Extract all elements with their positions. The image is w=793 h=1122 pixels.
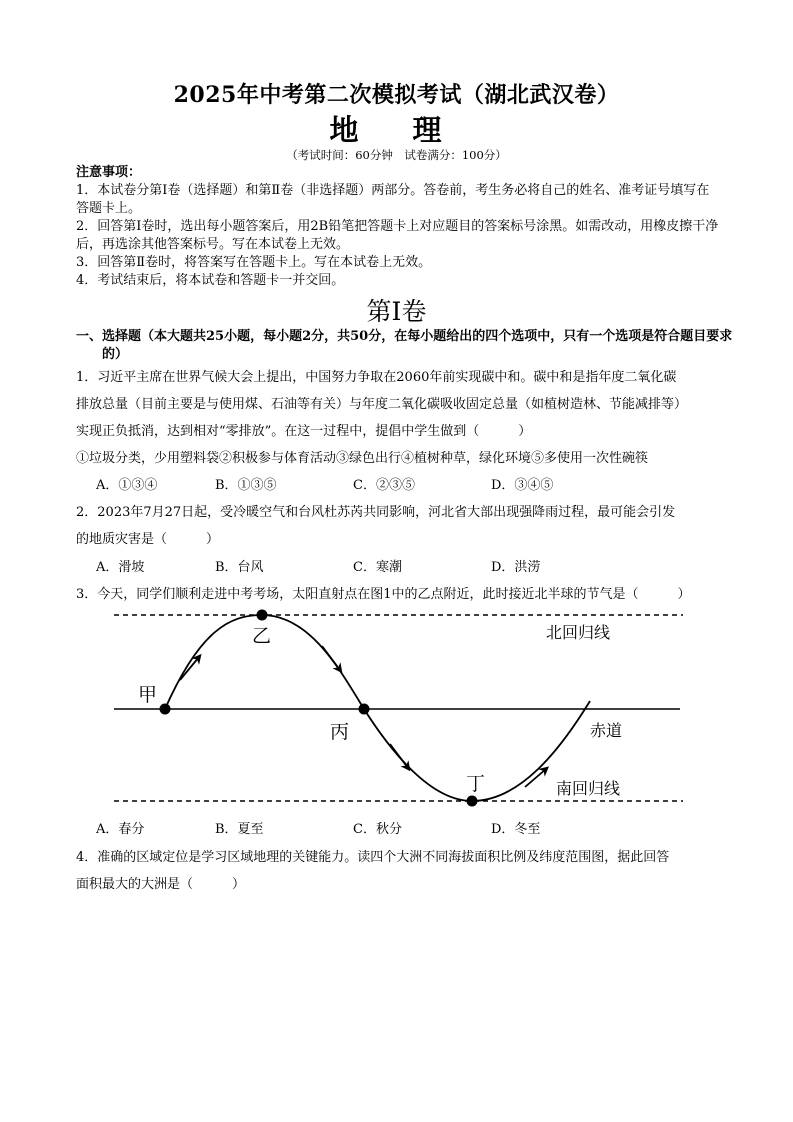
question-1-line: 实现正负抵消，达到相对“零排放”。在这一过程中，提倡中学生做到（ ） [76, 424, 532, 439]
question-2-option-d[interactable]: D．洪涝 [491, 560, 541, 575]
question-1-option-c[interactable]: C．②③⑤ [353, 478, 415, 493]
section-heading: 一、选择题（本大题共25小题，每小题2分，共50分，在每小题给出的四个选项中，只有一个选项是符合题目要求的） [76, 329, 733, 362]
arrow-icon [390, 744, 408, 768]
question-4-line: 面积最大的大洲是（ ） [76, 877, 246, 892]
arrow-icon [180, 657, 199, 680]
question-3-option-c[interactable]: C．秋分 [353, 822, 402, 837]
question-2-line: 的地质灾害是（ ） [76, 532, 220, 547]
equator-label: 赤道 [590, 721, 623, 740]
exam-info: （考试时间：60分钟 试卷满分：100分） [286, 148, 507, 162]
notes-heading: 注意事项： [76, 165, 142, 180]
sun-path-figure [100, 600, 700, 815]
question-1-line: 排放总量（目前主要是与使用煤、石油等有关）与年度二氧化碳吸收固定总量（如植树造林、节能减排等） [76, 397, 688, 412]
question-3-option-d[interactable]: D．冬至 [491, 822, 541, 837]
arrow-icon [322, 646, 340, 670]
question-1-option-d[interactable]: D．③④⑤ [491, 478, 554, 493]
question-1-option-a[interactable]: A．①③④ [96, 478, 158, 493]
exam-title: 2025年中考第二次模拟考试（湖北武汉卷） [173, 82, 620, 108]
notes-item: 2．回答第Ⅰ卷时，选出每小题答案后，用2B铅笔把答题卡上对应题目的答案标号涂黑。如需改动，用橡皮擦干净后，再选涂其他答案标号。写在本试卷上无效。 [76, 219, 719, 252]
question-3-line: 3．今天，同学们顺利走进中考考场，太阳直射点在图1中的乙点附近，此时接近北半球的节气是（ ） [76, 587, 691, 602]
question-1-line: 1．习近平主席在世界气候大会上提出，中国努力争取在2060年前实现碳中和。碳中和是指年度二氧化碳 [76, 370, 677, 385]
point-bing-marker [359, 704, 370, 715]
tropic-of-capricorn-label: 南回归线 [556, 779, 621, 798]
notes-item: 1．本试卷分第Ⅰ卷（选择题）和第Ⅱ卷（非选择题）两部分。答卷前，考生务必将自己的姓名、准考证号填写在答题卡上。 [76, 183, 710, 216]
question-2-line: 2．2023年7月27日起，受冷暖空气和台风杜苏芮共同影响，河北省大部出现强降雨过程，最可能会引发 [76, 505, 676, 520]
question-2-option-c[interactable]: C．寒潮 [353, 560, 402, 575]
subject-title: 地 理 [329, 113, 464, 147]
notes-item: 3．回答第Ⅱ卷时，将答案写在答题卡上。写在本试卷上无效。 [76, 255, 432, 270]
volume-title: 第Ⅰ卷 [366, 297, 427, 326]
notes-block [76, 164, 721, 290]
tropic-of-cancer-label: 北回归线 [546, 623, 611, 642]
question-3-option-a[interactable]: A．春分 [96, 822, 145, 837]
question-1-statements: ①垃圾分类，少用塑料袋②积极参与体育活动③绿色出行④植树种草，绿化环境⑤多使用一次性碗筷 [76, 451, 649, 466]
point-bing-label: 丙 [330, 721, 350, 743]
question-2-option-a[interactable]: A．滑坡 [96, 560, 145, 575]
point-ding-marker [467, 796, 478, 807]
sun-path-curve [165, 615, 590, 801]
point-jia-marker [160, 704, 171, 715]
point-yi-marker [257, 610, 268, 621]
point-jia-label: 甲 [138, 684, 158, 706]
question-4-line: 4．准确的区域定位是学习区域地理的关键能力。读四个大洲不同海拔面积比例及纬度范围图，据此回答 [76, 850, 670, 865]
notes-item: 4．考试结束后，将本试卷和答题卡一并交回。 [76, 273, 345, 288]
question-1-option-b[interactable]: B．①③⑤ [215, 478, 277, 493]
point-ding-label: 丁 [466, 773, 486, 795]
question-2-option-b[interactable]: B．台风 [215, 560, 264, 575]
point-yi-label: 乙 [252, 625, 272, 647]
question-3-option-b[interactable]: B．夏至 [215, 822, 264, 837]
